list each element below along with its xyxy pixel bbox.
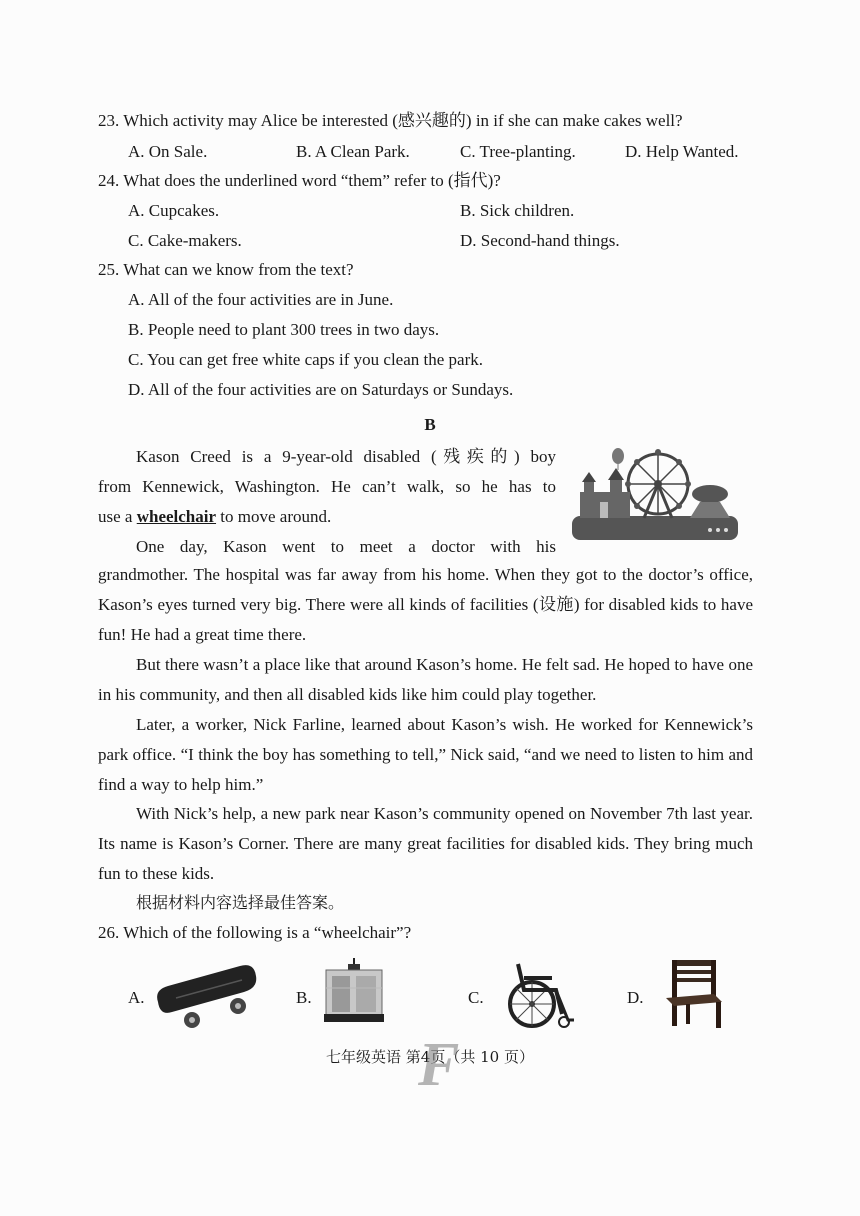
q25-option-a: A. All of the four activities are in June. [128,290,394,309]
passage-b-p2-line1: One day, Kason went to meet a doctor with his [136,537,556,556]
wheelchair-icon [502,960,576,1030]
q24-option-c: C. Cake-makers. [128,231,242,250]
passage-b-p5 [98,799,753,888]
passage-b-text: to move around. [216,507,332,526]
underlined-word-wheelchair: wheelchair [136,507,217,526]
passage-b-p2-text: grandmother. The hospital was far away from his home. When they got to the doctor’s office, Kason’s eyes turned very big. There were all kinds of facilities (设施) for disabled kids to have fun! He had a great time there. [98,565,753,644]
section-b-heading: B [424,415,436,434]
question-23: 23. Which activity may Alice be interested (感兴趣的) in if she can make cakes well? [98,111,683,130]
q24-option-b: B. Sick children. [460,201,575,220]
q24-option-d: D. Second-hand things. [460,231,620,250]
passage-b-p2 [98,560,753,649]
instruction: 根据材料内容选择最佳答案。 [136,893,345,912]
q25-option-d: D. All of the four activities are on Saturdays or Sundays. [128,380,514,399]
q26-label-b: B. [296,988,312,1007]
q23-option-c: C. Tree-planting. [460,142,576,161]
passage-b-text: use a [98,507,137,526]
elevator-icon [322,958,386,1024]
q23-option-b: B. A Clean Park. [296,142,410,161]
page-footer-text: 七年级英语 第4页（共 10 页） [326,1048,534,1066]
question-25: 25. What can we know from the text? [98,260,354,279]
page-footer [0,1031,860,1099]
q24-option-a: A. Cupcakes. [128,201,220,220]
q26-label-c: C. [468,988,484,1007]
passage-b-p1-line3 [98,506,331,528]
passage-b-p5-text: With Nick’s help, a new park near Kason’s community opened on November 7th last year. Its name is Kason’s Corner. There are many great facilities for disabled kids. They bring much fun to these kids. [98,804,753,883]
passage-b-p3 [98,650,753,710]
skateboard-icon [152,960,258,1030]
q23-option-d: D. Help Wanted. [625,142,739,161]
passage-b-p1-line1: Kason Creed is a 9-year-old disabled (残疾的) boy [136,447,556,466]
amusement-park-icon [570,444,740,542]
passage-b-p4 [98,710,753,799]
q26-label-a: A. [128,988,145,1007]
passage-b-p3-text: But there wasn’t a place like that around Kason’s home. He felt sad. He hoped to have one in his community, and then all disabled kids like him could play together. [98,655,753,704]
passage-b-p4-text: Later, a worker, Nick Farline, learned about Kason’s wish. He worked for Kennewick’s park office. “I think the boy has something to tell,” Nick said, “and we need to listen to him and find a way to help him.” [98,715,753,794]
q25-option-b: B. People need to plant 300 trees in two days. [128,320,440,339]
q23-option-a: A. On Sale. [128,142,208,161]
question-24: 24. What does the underlined word “them” refer to (指代)? [98,171,501,190]
q26-label-d: D. [627,988,644,1007]
q25-option-c: C. You can get free white caps if you clean the park. [128,350,483,369]
passage-b-p1-line2: from Kennewick, Washington. He can’t walk, so he has to [98,477,556,496]
watermark-letter: F [418,1031,460,1099]
chair-icon [664,958,724,1030]
question-26: 26. Which of the following is a “wheelchair”? [98,923,412,942]
